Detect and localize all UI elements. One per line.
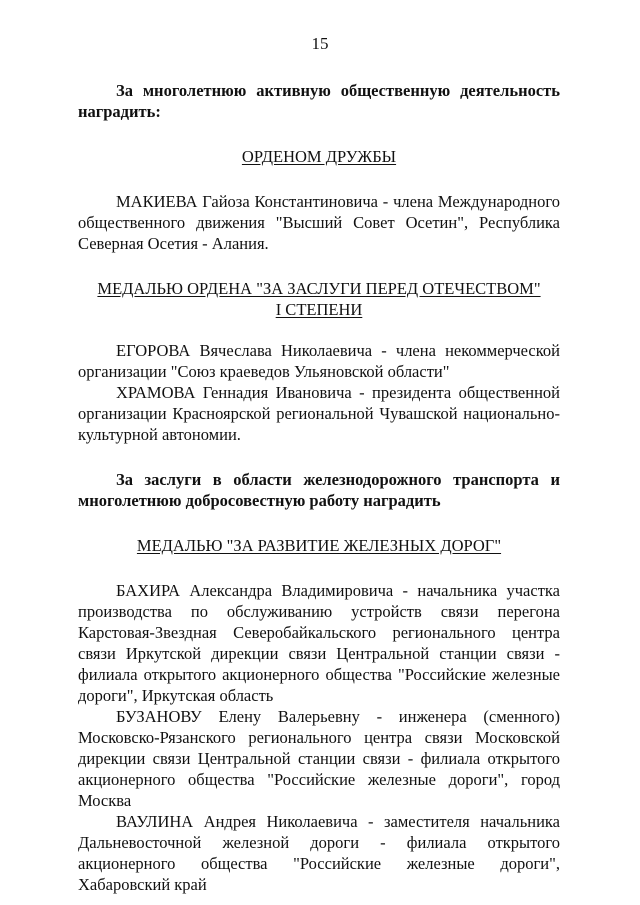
recipient-entry: БАХИРА Александра Владимировича - начальника участка производства по обслуживанию устройств связи перегона Карстовая-Звездная Северобайкальского регионального центра связи Иркутской дирекции связи Центральной станции связи - филиала открытого акционерного общества "Российские железные дороги", Иркутская область [78,581,560,705]
recipient-entry: МАКИЕВА Гайоза Константиновича - члена Международного общественного движения "Высший Совет Осетин", Республика Северная Осетия - Алания. [78,192,560,253]
award-heading-2-line2: I СТЕПЕНИ [275,300,363,319]
award-heading-1: ОРДЕНОМ ДРУЖБЫ [241,147,397,166]
page-number: 15 [311,34,329,53]
recipient-entry: БУЗАНОВУ Елену Валерьевну - инженера (сменного) Московско-Рязанского регионального центра связи Московской дирекции связи Центральной станции связи - филиала открытого акционерного общества "Российские железные дороги", город Москва [78,707,560,810]
recipient-entry: ЕГОРОВА Вячеслава Николаевича - члена некоммерческой организации "Союз краеведов Ульяновской области" [78,341,560,381]
award-intro-3: За заслуги в области железнодорожного транспорта и многолетнюю добросовестную работу наградить [78,470,560,510]
award-heading-3: МЕДАЛЬЮ "ЗА РАЗВИТИЕ ЖЕЛЕЗНЫХ ДОРОГ" [136,536,502,555]
recipient-entry: ВАУЛИНА Андрея Николаевича - заместителя начальника Дальневосточной железной дороги - филиала открытого акционерного общества "Российские железные дороги", Хабаровский край [78,812,560,894]
award-heading-2: МЕДАЛЬЮ ОРДЕНА "ЗА ЗАСЛУГИ ПЕРЕД ОТЕЧЕСТВОМ" [97,279,541,298]
award-intro-1: За многолетнюю активную общественную деятельность наградить: [78,81,560,121]
document-body [78,80,560,895]
recipient-entry: ХРАМОВА Геннадия Ивановича - президента общественной организации Красноярской региональной Чувашской национально-культурной автономии. [78,383,560,444]
